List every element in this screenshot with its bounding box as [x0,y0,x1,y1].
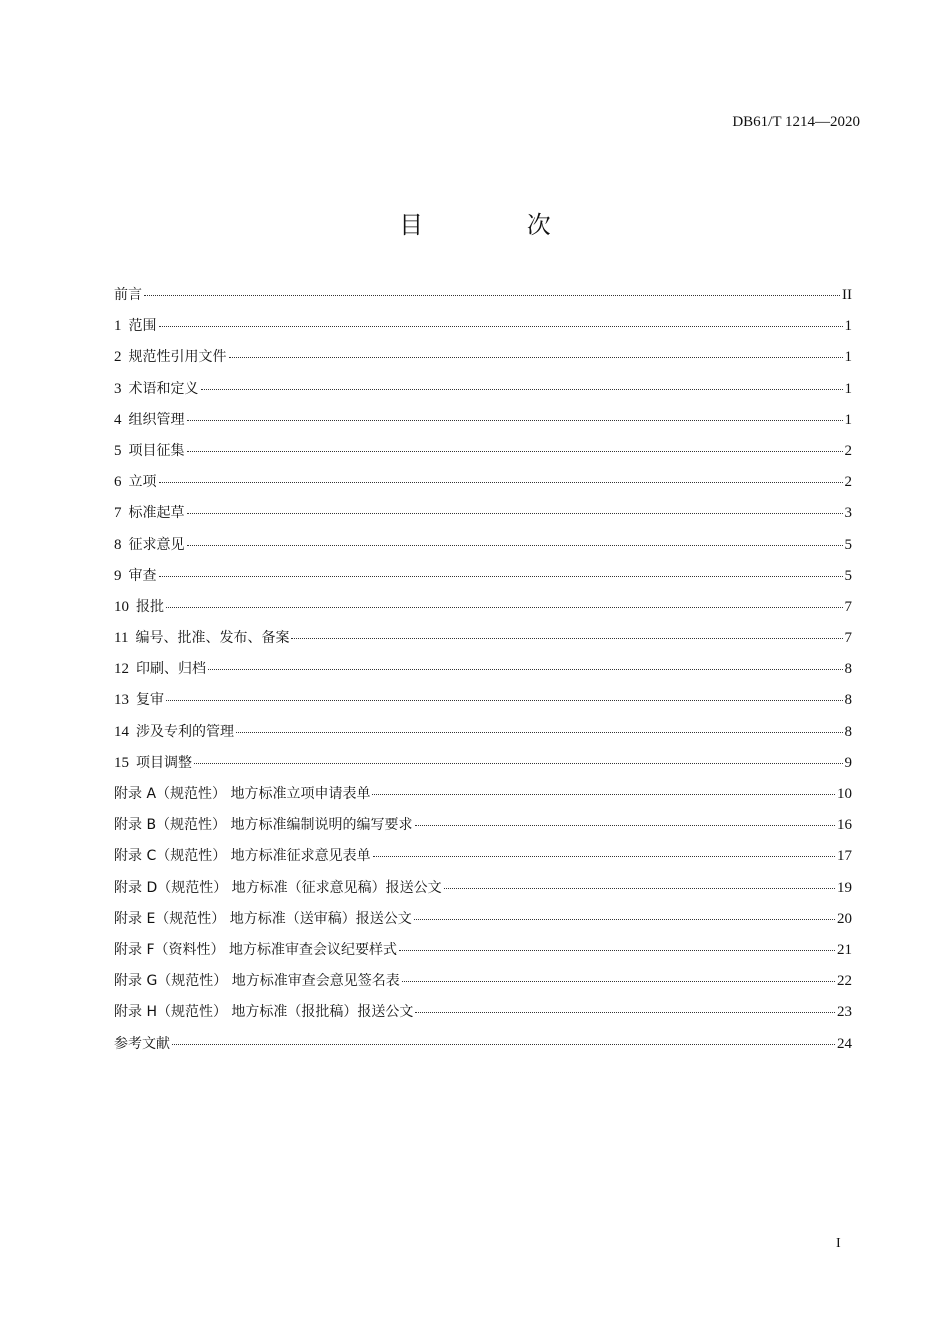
toc-entry-page: 19 [837,879,852,896]
toc-entry-number: 4 [114,411,122,428]
toc-entry-text: 征求意见 [128,536,185,553]
toc-entry-page: 5 [844,567,852,584]
toc-entry[interactable] [114,346,852,377]
toc-leader-dots [208,668,843,670]
toc-entry[interactable] [114,877,852,908]
toc-entry-text: 附录 H（规范性） 地方标准（报批稿）报送公文 [114,1004,414,1021]
toc-entry[interactable] [114,502,852,533]
toc-entry-page: 7 [844,598,852,615]
toc-entry-text: 前言 [114,287,142,303]
toc-entry[interactable] [114,908,852,939]
toc-entry-text: 编号、批准、发布、备案 [135,630,290,647]
toc-entry-page: 8 [844,692,852,709]
toc-entry[interactable] [114,845,852,876]
toc-leader-dots [194,762,843,764]
toc-entry-text: 审查 [128,567,157,584]
toc-leader-dots [166,606,843,608]
toc-entry[interactable] [114,1001,852,1032]
toc-entry-page: 22 [837,973,852,990]
toc-entry-text: 附录 B（规范性） 地方标准编制说明的编写要求 [114,817,413,834]
toc-entry-number: 9 [114,567,122,584]
toc-entry-number: 5 [114,442,122,459]
toc-entry-page: 1 [844,318,852,335]
toc-entry-label [114,752,192,772]
toc-entry-label [114,440,185,460]
toc-entry-page: 16 [837,817,852,834]
toc-entry[interactable] [114,689,852,720]
toc-entry-label [114,845,371,865]
toc-leader-dots [201,388,843,390]
toc-entry-label [114,814,413,834]
toc-entry[interactable] [114,939,852,970]
toc-entry[interactable] [114,534,852,565]
toc-entry[interactable] [114,783,852,814]
toc-entry-number: 3 [114,380,122,397]
toc-entry-text: 参考文献 [114,1035,170,1052]
toc-entry-number: 6 [114,474,122,491]
toc-leader-dots [414,918,835,920]
toc-entry-page: II [842,287,852,303]
toc-leader-dots [229,356,843,358]
toc-entry-label [114,970,400,990]
toc-entry-text: 范围 [128,318,157,335]
toc-entry-label [114,284,142,304]
toc-entry-label [114,1001,413,1021]
toc-entry-number: 15 [114,754,129,771]
toc-entry-number: 11 [114,630,129,647]
toc-entry-text: 涉及专利的管理 [136,723,234,740]
toc-entry-text: 附录 D（规范性） 地方标准（征求意见稿）报送公文 [114,879,442,896]
toc-entry-page: 2 [844,474,852,491]
toc-leader-dots [187,544,843,546]
toc-entry-text: 印刷、归档 [136,661,206,678]
document-code: DB61/T 1214—2020 [732,114,860,130]
toc-entry-label [114,471,157,491]
toc-entry-page: 5 [844,536,852,553]
toc-entry-number: 13 [114,692,129,709]
toc-entry-text: 项目征集 [128,442,185,459]
toc-entry-label [114,502,185,522]
toc-entry-label [114,596,164,616]
toc-entry-page: 1 [844,380,852,397]
toc-entry-label [114,378,199,398]
toc-entry[interactable] [114,752,852,783]
toc-entry-text: 复审 [136,692,164,709]
toc-leader-dots [187,450,843,452]
toc-entry-page: 10 [837,786,852,802]
toc-entry-page: 2 [844,442,852,459]
toc-entry[interactable] [114,596,852,627]
toc-leader-dots [159,325,843,327]
toc-leader-dots [399,949,835,951]
toc-entry-label [114,315,157,335]
toc-entry[interactable] [114,1033,852,1064]
toc-entry-label [114,1033,170,1053]
toc-leader-dots [415,1011,835,1013]
toc-leader-dots [187,512,843,514]
toc-leader-dots [172,1043,835,1045]
toc-entry-text: 术语和定义 [128,380,199,397]
toc-entry[interactable] [114,471,852,502]
toc-entry-label [114,658,206,678]
toc-entry[interactable] [114,721,852,752]
toc-entry-text: 附录 C（规范性） 地方标准征求意见表单 [114,848,371,865]
toc-entry-label [114,908,412,928]
toc-entry-page: 7 [844,630,852,647]
toc-entry-number: 1 [114,318,122,335]
toc-leader-dots [444,887,835,889]
toc-entry-text: 规范性引用文件 [128,349,227,366]
toc-entry-number: 10 [114,598,129,615]
toc-entry-label [114,939,397,959]
page-title: 目 次 [399,211,599,239]
toc-leader-dots [159,575,843,577]
toc-entry-text: 附录 G（规范性） 地方标准审查会意见签名表 [114,973,400,990]
toc-entry-label [114,346,227,366]
toc-entry-number: 12 [114,661,129,678]
toc-entry-label [114,409,185,429]
toc-entry-page: 3 [844,505,852,522]
toc-entry-label [114,565,157,585]
toc-entry-page: 20 [837,910,852,927]
toc-entry-number: 2 [114,349,122,366]
table-of-contents [114,284,852,1064]
toc-entry[interactable] [114,378,852,409]
toc-entry-label [114,534,185,554]
toc-entry-number: 7 [114,505,122,522]
toc-entry-page: 1 [844,411,852,428]
toc-entry[interactable] [114,970,852,1001]
toc-entry-page: 8 [844,723,852,740]
toc-entry[interactable] [114,315,852,346]
toc-entry-page: 9 [844,754,852,771]
toc-entry[interactable] [114,627,852,658]
toc-entry-text: 立项 [128,474,157,491]
toc-leader-dots [415,824,835,826]
page-number: I [836,1236,841,1251]
toc-entry-page: 23 [837,1004,852,1021]
toc-leader-dots [236,731,843,733]
toc-leader-dots [372,793,835,795]
toc-entry-text: 附录 A（规范性） 地方标准立项申请表单 [114,786,371,802]
toc-entry-label [114,627,289,647]
toc-entry-page: 17 [837,848,852,865]
toc-leader-dots [144,294,840,296]
toc-entry-label [114,721,234,741]
toc-entry-page: 1 [844,349,852,366]
toc-leader-dots [187,419,843,421]
toc-entry[interactable] [114,565,852,596]
toc-entry-page: 8 [844,661,852,678]
toc-entry[interactable] [114,658,852,689]
toc-entry-number: 8 [114,536,122,553]
toc-leader-dots [373,855,835,857]
toc-entry-number: 14 [114,723,129,740]
toc-entry-text: 附录 E（规范性） 地方标准（送审稿）报送公文 [114,910,412,927]
toc-leader-dots [402,980,835,982]
toc-entry-page: 21 [837,941,852,958]
toc-entry-text: 组织管理 [128,411,185,428]
toc-entry-label [114,689,164,709]
toc-leader-dots [166,699,843,701]
toc-leader-dots [291,637,842,639]
toc-entry[interactable] [114,284,852,315]
toc-entry[interactable] [114,440,852,471]
toc-entry[interactable] [114,814,852,845]
toc-entry-page: 24 [837,1035,852,1052]
toc-entry-text: 标准起草 [128,505,185,522]
toc-leader-dots [159,481,843,483]
toc-entry[interactable] [114,409,852,440]
toc-entry-label [114,877,442,897]
toc-entry-text: 附录 F（资料性） 地方标准审查会议纪要样式 [114,941,397,958]
toc-entry-label [114,783,370,803]
toc-entry-text: 项目调整 [136,754,192,771]
toc-entry-text: 报批 [136,598,164,615]
